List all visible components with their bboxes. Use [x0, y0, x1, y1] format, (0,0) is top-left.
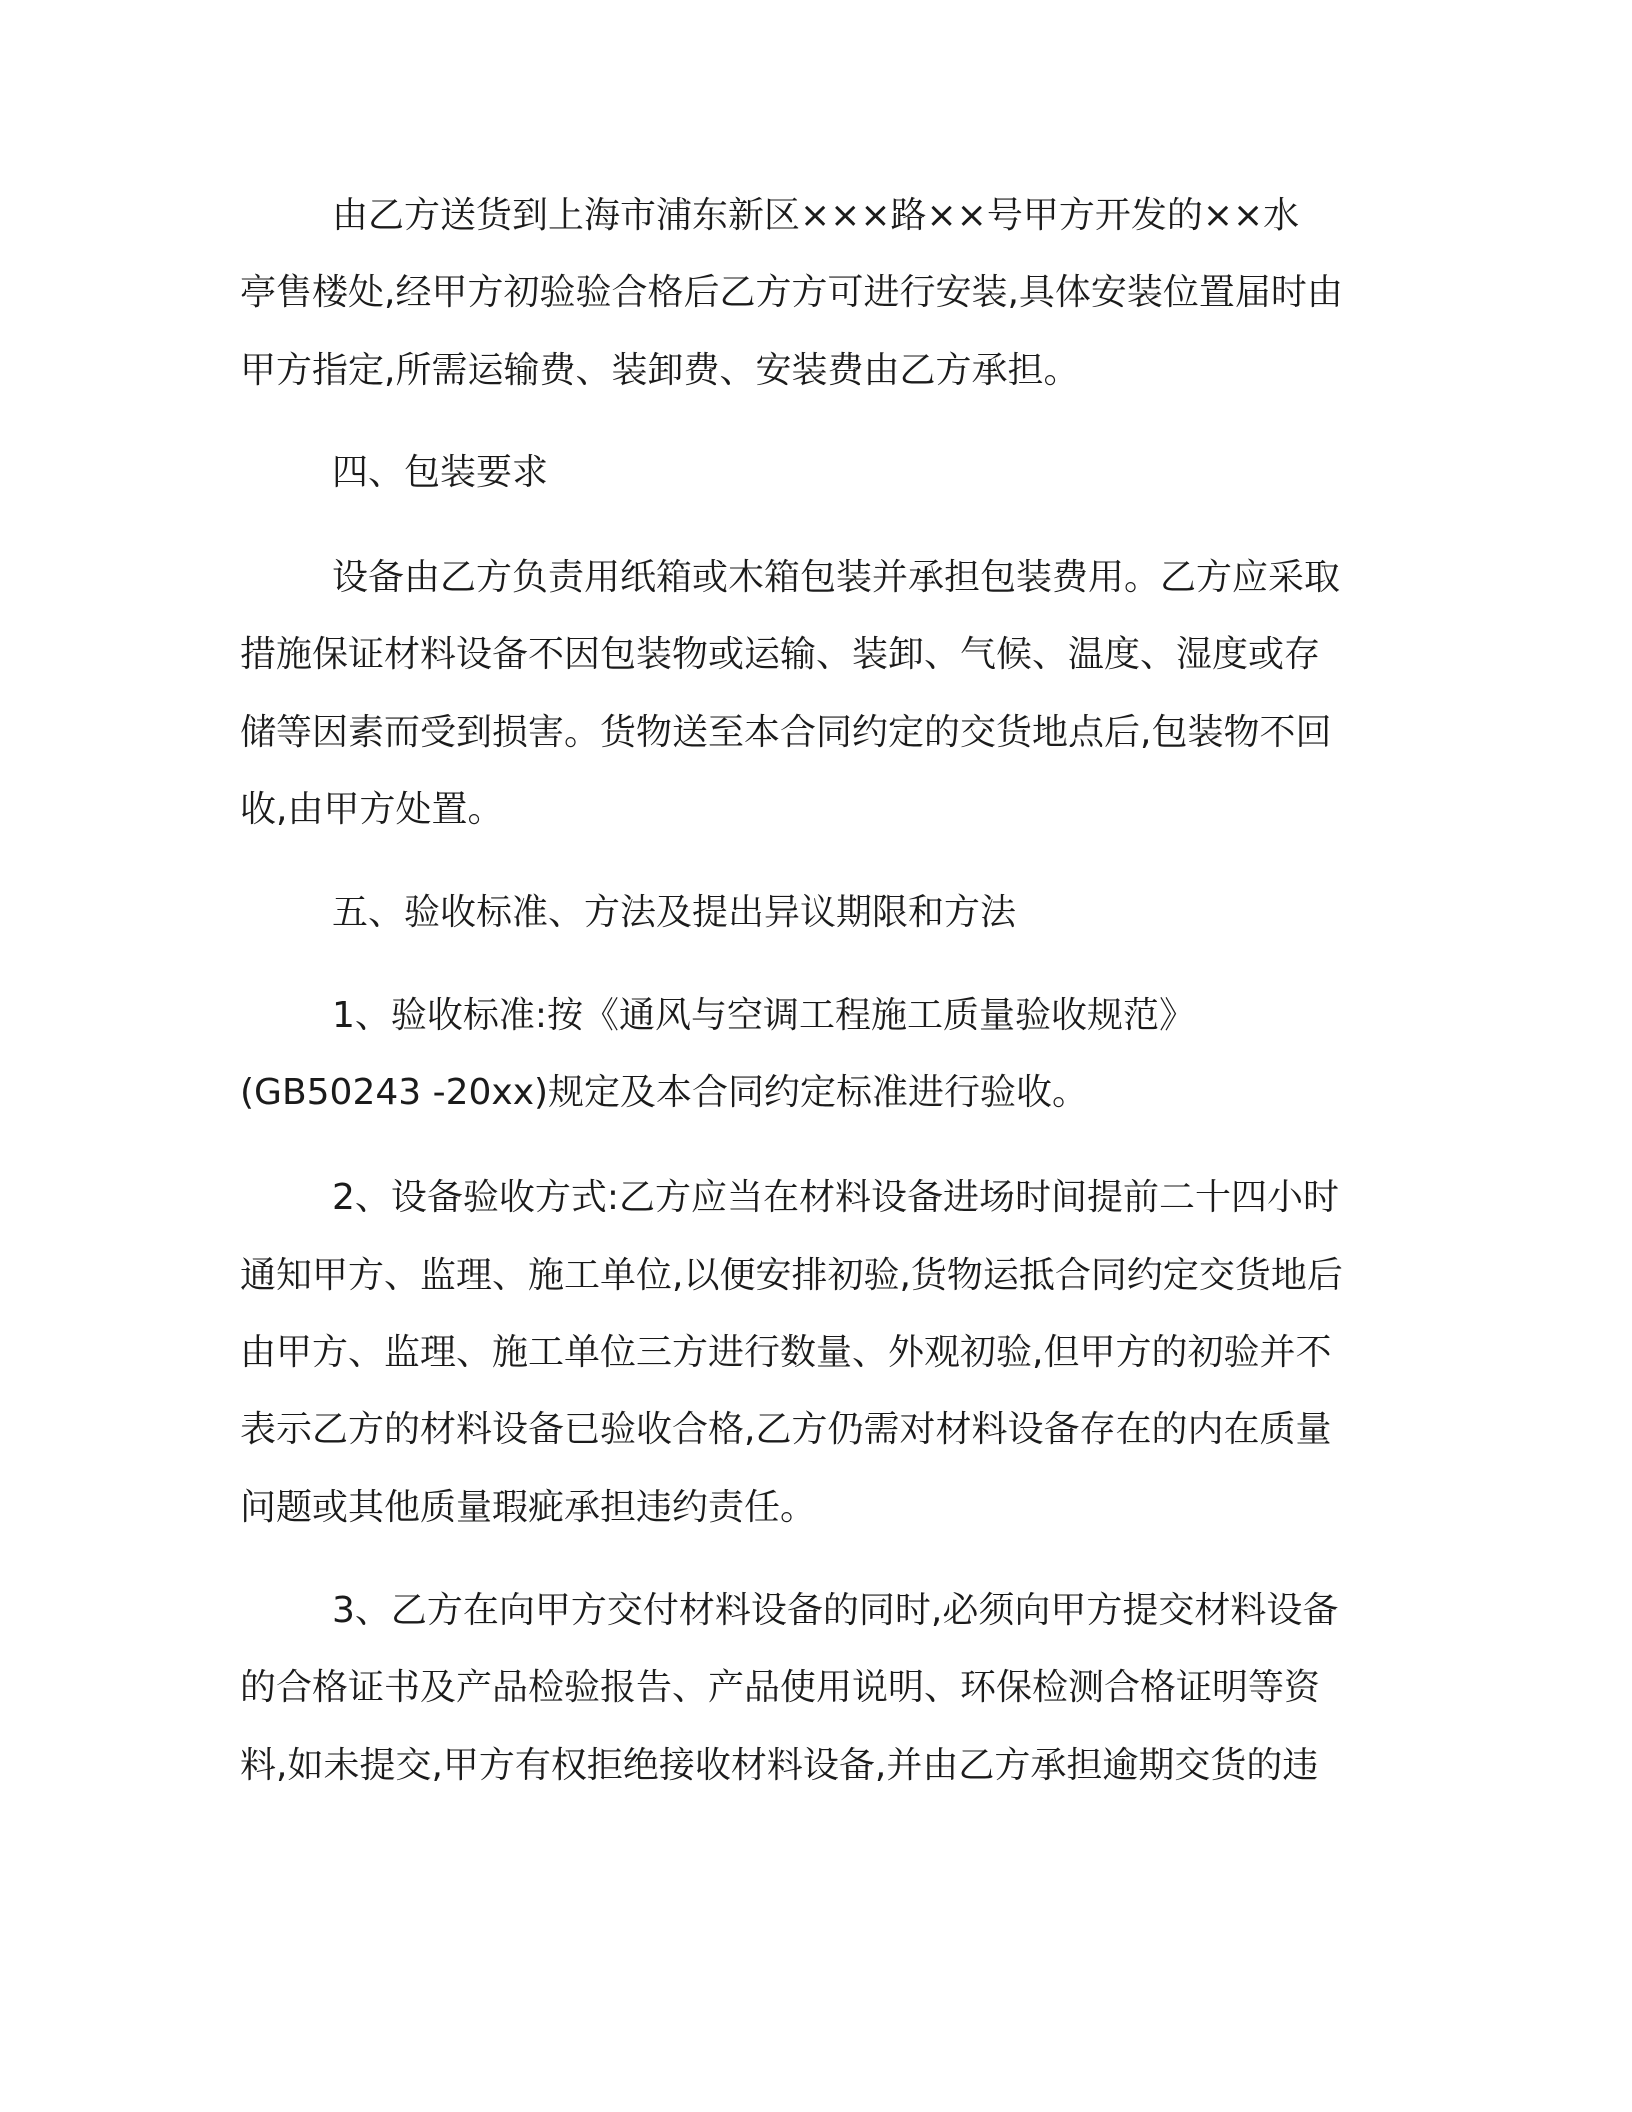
paragraph-line: 甲方指定,所需运输费、装卸费、安装费由乙方承担。 [240, 350, 1080, 391]
paragraph-line: 亭售楼处,经甲方初验验合格后乙方方可进行安装,具体安装位置届时由 [240, 272, 1343, 313]
section-heading: 五、验收标准、方法及提出异议期限和方法 [332, 892, 1017, 933]
paragraph-line: 由乙方送货到上海市浦东新区×××路××号甲方开发的××水 [332, 195, 1300, 236]
paragraph-line: 由甲方、监理、施工单位三方进行数量、外观初验,但甲方的初验并不 [240, 1332, 1332, 1373]
paragraph-line: 储等因素而受到损害。货物送至本合同约定的交货地点后,包装物不回 [240, 712, 1332, 753]
paragraph-line: 设备由乙方负责用纸箱或木箱包装并承担包装费用。乙方应采取 [332, 557, 1341, 598]
paragraph-line: 收,由甲方处置。 [240, 789, 504, 830]
paragraph-line: 的合格证书及产品检验报告、产品使用说明、环保检测合格证明等资 [240, 1667, 1321, 1708]
paragraph-line: 1、验收标准:按《通风与空调工程施工质量验收规范》 [332, 995, 1196, 1036]
paragraph-line: 问题或其他质量瑕疵承担违约责任。 [240, 1487, 817, 1528]
paragraph-line: 料,如未提交,甲方有权拒绝接收材料设备,并由乙方承担逾期交货的违 [240, 1745, 1319, 1786]
paragraph-line: 表示乙方的材料设备已验收合格,乙方仍需对材料设备存在的内在质量 [240, 1409, 1332, 1450]
paragraph-line: 通知甲方、监理、施工单位,以便安排初验,货物运抵合同约定交货地后 [240, 1255, 1343, 1296]
paragraph-line: 措施保证材料设备不因包装物或运输、装卸、气候、温度、湿度或存 [240, 634, 1321, 675]
paragraph-line: 2、设备验收方式:乙方应当在材料设备进场时间提前二十四小时 [332, 1177, 1340, 1218]
paragraph-line: (GB50243 -20xx)规定及本合同约定标准进行验收。 [240, 1072, 1089, 1113]
paragraph-line: 3、乙方在向甲方交付材料设备的同时,必须向甲方提交材料设备 [332, 1590, 1339, 1631]
section-heading: 四、包装要求 [332, 452, 549, 493]
